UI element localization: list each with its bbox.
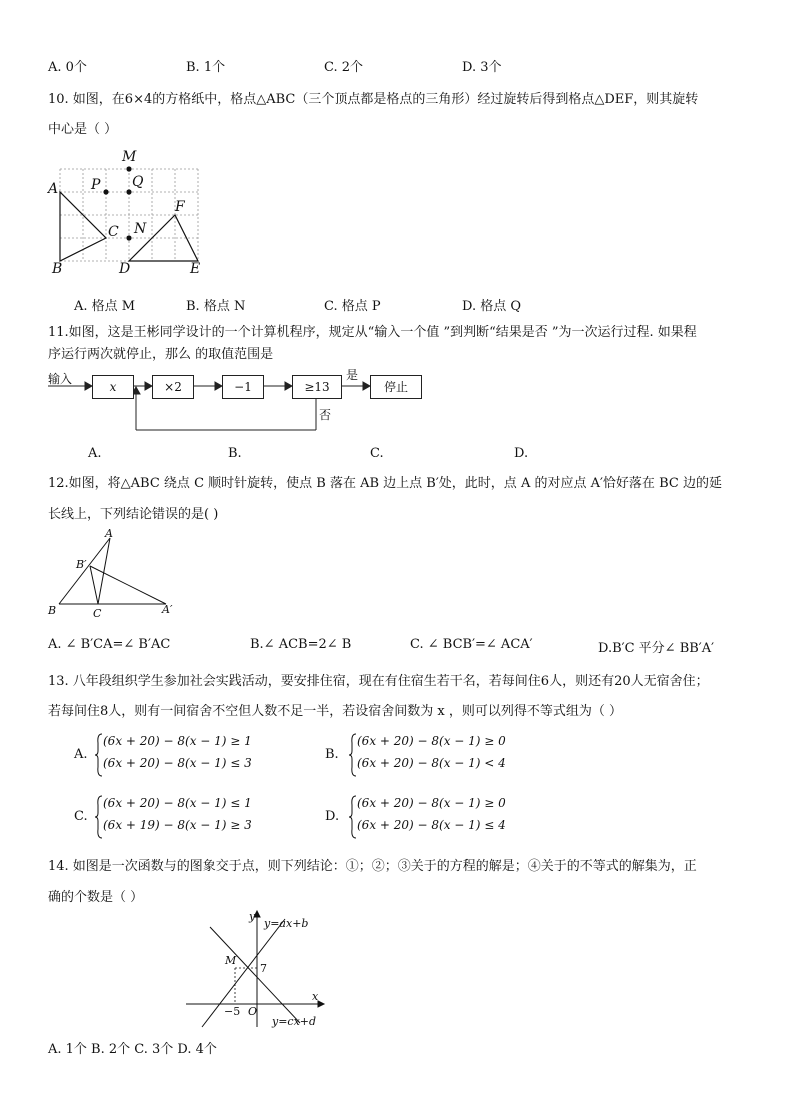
q10-option-b: B. 格点 N bbox=[186, 299, 246, 314]
q13-option-c-system bbox=[95, 795, 285, 839]
q13-option-b-label: B. bbox=[325, 747, 339, 762]
q13-option-c-label: C. bbox=[74, 809, 88, 824]
label-n: N bbox=[134, 221, 147, 237]
q12-stem-line2: 长线上，下列结论错误的是( ) bbox=[48, 507, 219, 522]
q10-stem-line1: 10. 如图，在6×4的方格纸中，格点△ABC（三个顶点都是格点的三角形）经过旋转后得到格点△DEF，则其旋转 bbox=[48, 92, 699, 107]
flow-box-times2: ×2 bbox=[152, 375, 194, 399]
label-a: A bbox=[105, 528, 113, 540]
x-axis-arrow-icon bbox=[318, 1001, 324, 1007]
left-brace-icon bbox=[95, 733, 103, 777]
flow-input-label: 输入 bbox=[48, 372, 73, 386]
label-f: F bbox=[175, 199, 185, 215]
label-e: E bbox=[190, 261, 201, 277]
label-neg5: −5 bbox=[224, 1005, 241, 1018]
label-seven: 7 bbox=[260, 962, 267, 975]
label-c: C bbox=[108, 224, 119, 240]
label-m: M bbox=[225, 954, 237, 967]
label-x: x bbox=[312, 990, 319, 1003]
q14-stem-line1: 14. 如图是一次函数与的图象交于点，则下列结论：①；②；③关于的方程的解是；④关于的不等式的解集为，正 bbox=[48, 859, 697, 874]
q12-option-b: B.∠ ACB=2∠ B bbox=[250, 637, 352, 652]
flow-no-label: 否 bbox=[319, 408, 332, 422]
line-y-ax-b bbox=[202, 919, 285, 1027]
q13-option-d-system bbox=[349, 795, 539, 839]
q13-c-eq1: (6x + 20) − 8(x − 1) ≤ 1 bbox=[103, 796, 252, 810]
flow-yes-label: 是 bbox=[346, 368, 359, 382]
q13-stem-line1: 13. 八年段组织学生参加社会实践活动，要安排住宿，现在有住宿生若干名，若每间住6人，则还有20人无宿舍住； bbox=[48, 674, 709, 689]
q13-b-eq1: (6x + 20) − 8(x − 1) ≥ 0 bbox=[357, 734, 506, 748]
q9-option-c: C. 2个 bbox=[324, 60, 364, 75]
q13-option-a-system bbox=[95, 733, 285, 777]
q12-option-c: C. ∠ BCB′=∠ ACA′ bbox=[410, 637, 533, 652]
label-q: Q bbox=[132, 174, 144, 190]
q11-stem-line2: 序运行两次就停止，那么 的取值范围是 bbox=[48, 347, 274, 362]
label-y: y bbox=[249, 910, 256, 923]
q11-option-a: A. bbox=[88, 446, 102, 461]
q13-a-eq1: (6x + 20) − 8(x − 1) ≥ 1 bbox=[103, 734, 252, 748]
q9-option-b: B. 1个 bbox=[186, 60, 226, 75]
label-p: P bbox=[91, 177, 101, 193]
q11-option-c: C. bbox=[370, 446, 384, 461]
q10-option-d: D. 格点 Q bbox=[462, 299, 522, 314]
label-d: D bbox=[119, 261, 131, 277]
q11-stem-line1: 11.如图，这是王彬同学设计的一个计算机程序，规定从“输入一个值 ”到判断“结果是否 ”为一次运行过程. 如果程 bbox=[48, 325, 697, 340]
q13-option-d-label: D. bbox=[325, 809, 340, 824]
point-p bbox=[103, 189, 108, 194]
q14-graph-figure bbox=[180, 905, 330, 1030]
label-a: A bbox=[48, 181, 59, 197]
q11-option-d: D. bbox=[514, 446, 529, 461]
q13-c-eq2: (6x + 19) − 8(x − 1) ≥ 3 bbox=[103, 818, 252, 832]
q13-stem-line2: 若每间住8人，则有一间宿舍不空但人数不足一半，若设宿舍间数为 x ，则可以列得不等式组为（ ） bbox=[48, 704, 623, 719]
q13-option-b-system bbox=[349, 733, 539, 777]
left-brace-icon bbox=[349, 733, 357, 777]
label-line1: y=ax+b bbox=[264, 917, 309, 930]
q9-option-d: D. 3个 bbox=[462, 60, 502, 75]
flow-box-compare: ≥13 bbox=[292, 375, 342, 399]
q10-grid-figure bbox=[44, 145, 214, 280]
label-b: B bbox=[52, 261, 63, 277]
q13-option-a-label: A. bbox=[74, 747, 88, 762]
q12-option-d: D.B′C 平分∠ BB′A′ bbox=[598, 641, 715, 656]
label-o: O bbox=[248, 1005, 258, 1018]
flow-box-x: x bbox=[92, 375, 134, 399]
flow-box-minus1: −1 bbox=[222, 375, 264, 399]
label-b-prime: B′ bbox=[76, 558, 87, 571]
label-b: B bbox=[48, 604, 57, 617]
q13-b-eq2: (6x + 20) − 8(x − 1) < 4 bbox=[357, 756, 506, 770]
q9-option-a: A. 0个 bbox=[48, 60, 87, 75]
label-c: C bbox=[93, 607, 102, 620]
q10-stem-line2: 中心是（ ） bbox=[48, 122, 118, 137]
q14-options: A. 1个 B. 2个 C. 3个 D. 4个 bbox=[48, 1042, 217, 1057]
label-m: M bbox=[122, 149, 137, 165]
q12-option-a: A. ∠ B′CA=∠ B′AC bbox=[48, 637, 171, 652]
q10-option-a: A. 格点 M bbox=[74, 299, 136, 314]
q12-stem-line1: 12.如图，将△ABC 绕点 C 顺时针旋转，使点 B 落在 AB 边上点 B′处，此时，点 A 的对应点 A′恰好落在 BC 边的延 bbox=[48, 476, 722, 491]
q13-d-eq1: (6x + 20) − 8(x − 1) ≥ 0 bbox=[357, 796, 506, 810]
label-a-prime: A′ bbox=[162, 603, 173, 616]
q13-a-eq2: (6x + 20) − 8(x − 1) ≤ 3 bbox=[103, 756, 252, 770]
point-q bbox=[126, 189, 131, 194]
q12-triangle-figure bbox=[44, 528, 184, 620]
q10-option-c: C. 格点 P bbox=[324, 299, 381, 314]
point-n bbox=[126, 235, 131, 240]
q11-flowchart bbox=[48, 368, 428, 436]
left-brace-icon bbox=[349, 795, 357, 839]
left-brace-icon bbox=[95, 795, 103, 839]
label-line2: y=cx+d bbox=[272, 1015, 317, 1028]
flow-box-stop: 停止 bbox=[370, 375, 422, 399]
q13-d-eq2: (6x + 20) − 8(x − 1) ≤ 4 bbox=[357, 818, 506, 832]
point-m bbox=[126, 166, 131, 171]
q14-stem-line2: 确的个数是（ ） bbox=[48, 890, 144, 905]
q11-option-b: B. bbox=[228, 446, 242, 461]
